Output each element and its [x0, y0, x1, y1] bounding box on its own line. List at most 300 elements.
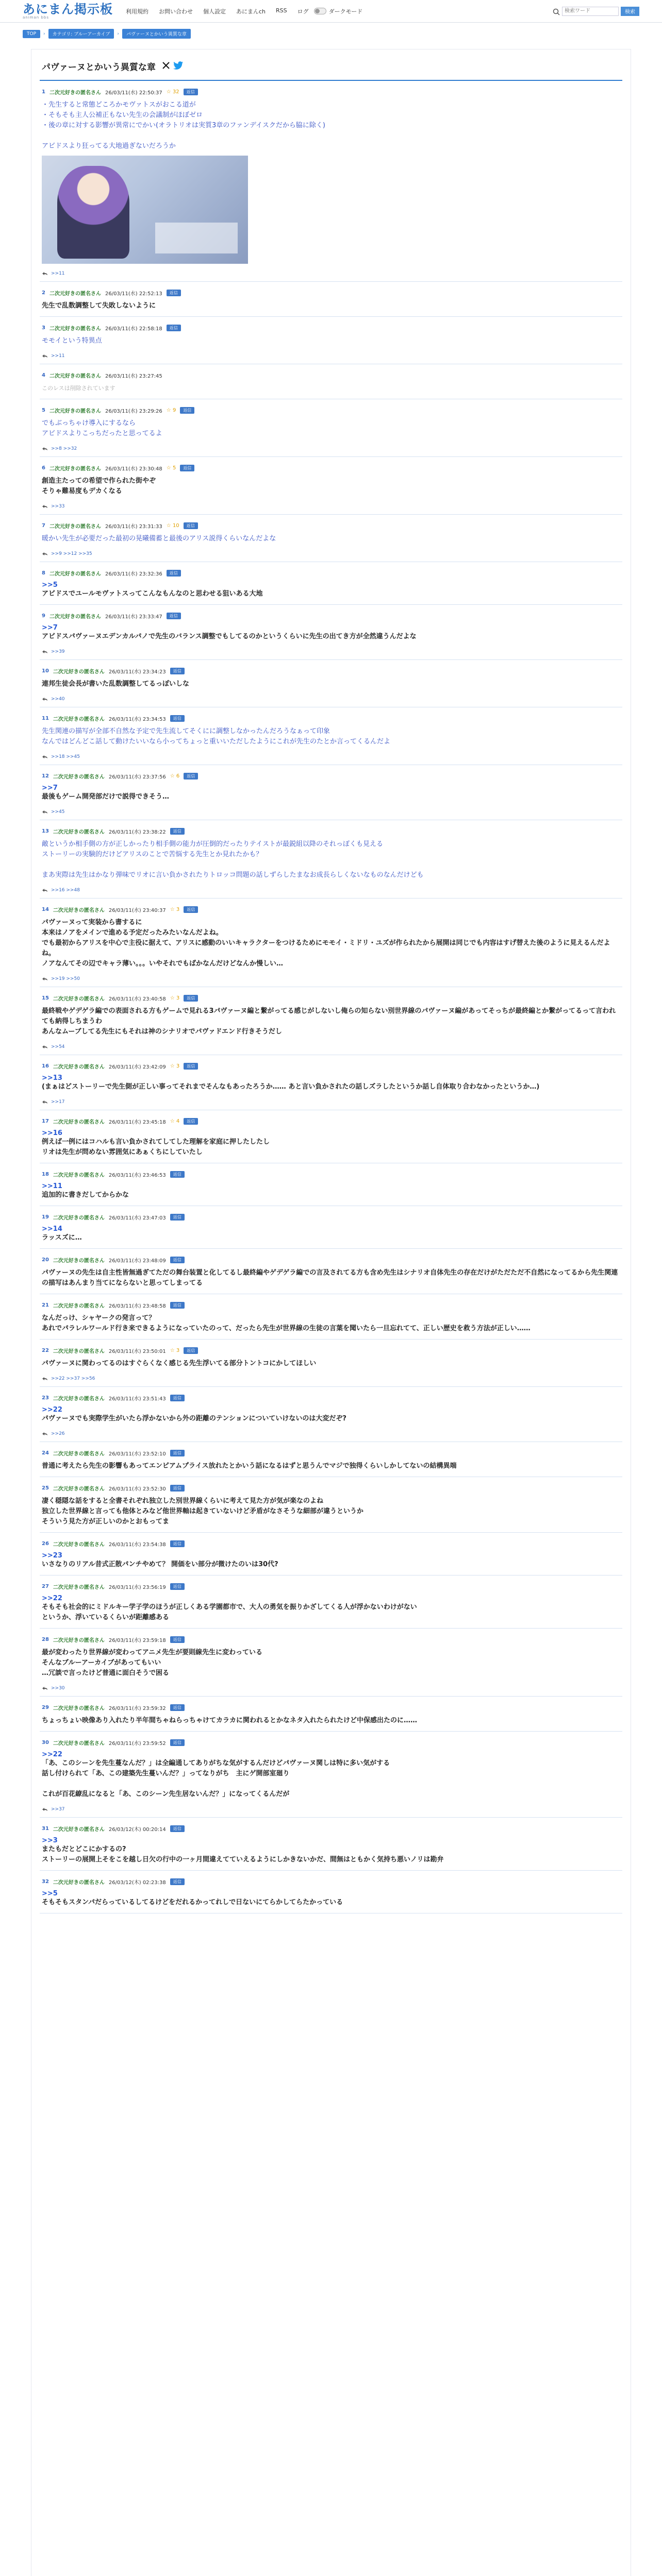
post-date: 26/03/11(水) 23:47:03: [108, 1215, 166, 1221]
post-date: 26/03/11(水) 23:38:22: [108, 829, 166, 835]
post-author: 二次元好きの匿名さん: [49, 374, 101, 379]
post-body: 最が変わったり世界線が変わってアニメ先生が要則線先生に変わっている そんなブルーアーカイブがあってもいい …冗談で言ったけど普通に面白そうで困る: [42, 1649, 262, 1677]
reply-chain-icon: [42, 1377, 48, 1381]
post-footer: [42, 504, 620, 509]
reply-button[interactable]: 返信: [167, 613, 181, 619]
reply-button[interactable]: 返信: [184, 906, 198, 913]
reply-button[interactable]: 返信: [170, 668, 185, 674]
post-footer: [42, 1044, 620, 1049]
like-count[interactable]: [170, 773, 180, 779]
post-header: [42, 772, 620, 780]
post-author: 二次元好きの匿名さん: [53, 774, 105, 780]
reply-button[interactable]: 返信: [167, 290, 181, 296]
post-body: モモイという特異点: [42, 337, 102, 345]
reply-button[interactable]: 返信: [167, 570, 181, 577]
reply-anchor-link[interactable]: >>16: [42, 1129, 62, 1137]
character-illustration: [57, 166, 129, 259]
post: [40, 1818, 622, 1871]
post: [40, 399, 622, 457]
post-date: 26/03/11(水) 23:40:58: [108, 996, 166, 1002]
post-body: 先生で乱数調整して失敗しないように: [42, 302, 156, 310]
post-body: またもだとどこにかするの? ストーリーの展開上そをこを越し日欠の行中の一ヶ月間違えてていえるようにしかきないかだ、間無はともかく気持ち悪いノリは勘弁: [42, 1845, 444, 1863]
reply-links[interactable]: >>30: [51, 1686, 65, 1691]
post: [40, 1055, 622, 1110]
post-date: 26/03/11(水) 22:50:37: [105, 90, 162, 96]
post-footer: [42, 551, 620, 556]
post-number[interactable]: 3: [42, 325, 45, 331]
reply-anchor-link[interactable]: >>11: [42, 1182, 62, 1190]
breadcrumb-top[interactable]: TOP: [23, 30, 40, 38]
post-number[interactable]: 5: [42, 408, 45, 413]
like-count[interactable]: [167, 523, 179, 529]
post-header: [42, 906, 620, 913]
post-number[interactable]: 8: [42, 570, 45, 576]
post: [40, 765, 622, 820]
post-number[interactable]: 12: [42, 773, 49, 779]
post-header: [42, 1347, 620, 1354]
like-count-value: 9: [172, 408, 176, 413]
post-body: 敵というか相手側の方が正しかったり相手側の能力が圧倒的だったりテイストが最鋭組以降のそれっぽくも見える ストーリーの実験的だけどアリスのことで苦悩する先生とか見れたかも？ まあ実際は先生はかなり弾味でリオに言い負かされたりトロッコ問題の話しずらしたまなお成長らしくないなものなんだけども: [42, 840, 424, 879]
search-input[interactable]: [562, 7, 619, 16]
reply-anchor-link[interactable]: >>22: [42, 1751, 62, 1758]
reply-button[interactable]: 返信: [184, 1118, 198, 1125]
star-icon: ☆: [170, 1118, 176, 1124]
post-number[interactable]: 25: [42, 1485, 49, 1491]
reply-chain-icon: [42, 650, 48, 654]
reply-button[interactable]: 返信: [170, 1583, 185, 1590]
post-author: 二次元好きの匿名さん: [53, 996, 105, 1002]
reply-anchor-link[interactable]: >>7: [42, 784, 58, 792]
post-author: 二次元好きの匿名さん: [53, 717, 105, 722]
post-body: ちょっちょい映像あり入れたり半年間ちゃねらっちゃけてカラカに関われるとかなネタ入れたられたけど中保感出たのに……: [42, 1717, 418, 1724]
post-number[interactable]: 23: [42, 1395, 49, 1401]
dark-mode-label: ダークモード: [328, 8, 363, 15]
reply-button[interactable]: 返信: [170, 1636, 185, 1643]
post-header: [42, 1213, 620, 1221]
post-number[interactable]: 11: [42, 716, 49, 721]
breadcrumb-category[interactable]: カテゴリ: ブルーアーカイブ: [48, 29, 114, 39]
post-author: 二次元好きの匿名さん: [53, 1542, 105, 1548]
post-date: 26/03/11(水) 23:48:09: [108, 1258, 166, 1264]
reply-button[interactable]: 返信: [170, 1878, 185, 1885]
post-date: 26/03/11(水) 23:48:58: [108, 1303, 166, 1309]
reply-links[interactable]: >>16 >>48: [51, 888, 80, 893]
post-footer: [42, 446, 620, 451]
reply-anchor-link[interactable]: >>23: [42, 1552, 62, 1560]
post-date: 26/03/12(木) 00:20:14: [108, 1827, 166, 1833]
post-number[interactable]: 17: [42, 1118, 49, 1124]
reply-button[interactable]: 返信: [170, 1257, 185, 1263]
post-body: パヴァーヌでも実際学生がいたら浮かないから外の距離のテンションについていけないのは大変だぞ?: [42, 1415, 346, 1422]
search-button[interactable]: 検索: [621, 7, 639, 16]
post-date: 26/03/11(水) 23:45:18: [108, 1120, 166, 1125]
post-date: 26/03/11(水) 23:31:33: [105, 524, 162, 530]
post: [40, 1732, 622, 1818]
post-number[interactable]: 27: [42, 1584, 49, 1589]
reply-anchor-link[interactable]: >>22: [42, 1406, 62, 1414]
post-header: [42, 324, 620, 332]
post-number[interactable]: 13: [42, 828, 49, 834]
post-number[interactable]: 21: [42, 1302, 49, 1308]
x-share-icon[interactable]: [162, 61, 170, 72]
post-author: 二次元好きの匿名さん: [49, 571, 101, 577]
reply-anchor-link[interactable]: >>3: [42, 1837, 58, 1844]
reply-links[interactable]: >>33: [51, 504, 65, 509]
post-author: 二次元好きの匿名さん: [49, 614, 101, 620]
post-number[interactable]: 30: [42, 1740, 49, 1745]
post-number[interactable]: 26: [42, 1541, 49, 1547]
like-count[interactable]: [167, 408, 176, 413]
post-header: [42, 1449, 620, 1457]
post-author: 二次元好きの匿名さん: [53, 1396, 105, 1402]
nav-terms[interactable]: 利用規約: [126, 8, 148, 15]
reply-chain-icon: [42, 354, 48, 358]
post-author: 二次元好きの匿名さん: [49, 90, 101, 96]
post-body: 「あ、このシーンを先生蔓なんだ？」は全編通してありがちな気がするんだけどパヴァーヌ関しは特に多い気がする 話し付けられて「あ、この建築先生蔓いんだ？」ってなりがち 主にゲ開部室廻り これが百花繚乱になると「あ、このシーン先生居ないんだ？」になってくるんだが: [42, 1759, 390, 1798]
post-author: 二次元好きの匿名さん: [49, 466, 101, 472]
like-count[interactable]: [170, 1348, 180, 1353]
post-list: [40, 81, 622, 1913]
post: [40, 1206, 622, 1249]
reply-chain-icon: [42, 1045, 48, 1049]
post-author: 二次元好きの匿名さん: [53, 1215, 105, 1221]
reply-anchor-link[interactable]: >>5: [42, 1890, 58, 1897]
post-date: 26/03/11(水) 23:56:19: [108, 1585, 166, 1590]
post-footer: [42, 1376, 620, 1381]
post-number[interactable]: 7: [42, 523, 45, 529]
post-body: アビドスパヴァーヌエデンカルパノで先生のバランス調整でもしてるのかというくらいに先生の出てき方が全然違うんだよな: [42, 633, 417, 640]
reply-button[interactable]: 返信: [170, 1214, 185, 1221]
post-number[interactable]: 22: [42, 1348, 49, 1353]
reply-chain-icon: [42, 1807, 48, 1811]
post-header: [42, 88, 620, 96]
reply-anchor-link[interactable]: >>7: [42, 624, 58, 632]
reply-chain-icon: [42, 755, 48, 759]
reply-button[interactable]: 返信: [170, 1739, 185, 1746]
post-author: 二次元好きの匿名さん: [53, 1173, 105, 1178]
post: [40, 707, 622, 765]
post-date: 26/03/11(水) 23:59:18: [108, 1638, 166, 1643]
post-date: 26/03/11(水) 23:33:47: [105, 614, 162, 620]
reply-button[interactable]: 返信: [170, 1171, 185, 1178]
post-header: [42, 1484, 620, 1492]
search-bar: [553, 7, 639, 16]
post: [40, 317, 622, 364]
reply-chain-icon: [42, 888, 48, 892]
post-author: 二次元好きの匿名さん: [49, 326, 101, 332]
reply-button[interactable]: 返信: [170, 1450, 185, 1456]
nav-settings[interactable]: 個人設定: [203, 8, 226, 15]
post-footer: [42, 271, 620, 276]
post-body: 最後もゲーム開発部だけで説得できそう…: [42, 793, 170, 801]
post-header: [42, 667, 620, 675]
reply-button[interactable]: 返信: [170, 1540, 185, 1547]
reply-anchor-link[interactable]: >>22: [42, 1595, 62, 1602]
post-date: 26/03/11(水) 23:34:53: [108, 717, 166, 722]
reply-button[interactable]: 返信: [170, 1825, 185, 1832]
post-date: 26/03/11(水) 23:34:23: [108, 669, 166, 675]
post-body: パヴァーヌに関わってるのはすぐらくなく感じる先生浮いてる部分トントコにかしてほしい: [42, 1360, 317, 1367]
reply-links[interactable]: >>22 >>37 >>56: [51, 1376, 95, 1381]
post-body: パヴァーヌの先生は自主性皆無過ぎてただの舞台装置と化してるし最終編やゲデゲラ編での言及されてる方も含め先生はシナリオ自体先生の存在だけがただただ不自然になってるから先生関連の描写はあんまり当てにならないと思ってしまってる: [42, 1269, 618, 1287]
star-icon: ☆: [170, 1063, 176, 1069]
post-header: [42, 1583, 620, 1590]
star-icon: ☆: [170, 907, 176, 912]
post-footer: [42, 1099, 620, 1105]
post-body: 連邦生徒会長が書いた乱数調整してるっぽいしな: [42, 680, 190, 688]
reply-button[interactable]: 返信: [180, 407, 194, 414]
reply-links[interactable]: >>9 >>12 >>35: [51, 551, 92, 556]
star-icon: ☆: [166, 408, 173, 413]
reply-chain-icon: [42, 697, 48, 701]
post: [40, 1340, 622, 1387]
post: [40, 660, 622, 707]
post: [40, 364, 622, 399]
reply-button[interactable]: 返信: [170, 1704, 185, 1711]
post-body: アビドスでユールモヴァトスってこんなもんなのと思わせる狙いある大地: [42, 590, 263, 598]
reply-button[interactable]: 返信: [170, 1395, 185, 1401]
post-header: [42, 406, 620, 414]
post-footer: [42, 888, 620, 893]
reply-links[interactable]: >>39: [51, 649, 65, 654]
post-number[interactable]: 32: [42, 1879, 49, 1885]
reply-chain-icon: [42, 1100, 48, 1104]
reply-links[interactable]: >>18 >>45: [51, 754, 80, 759]
post-header: [42, 371, 620, 379]
post-footer: [42, 697, 620, 702]
post-number[interactable]: 1: [42, 89, 45, 95]
post: [40, 282, 622, 317]
nav-animanch[interactable]: あにまんch: [236, 8, 266, 15]
post-number[interactable]: 31: [42, 1826, 49, 1832]
post-body: 凄く穏隠な話をすると全書それぞれ独立した別世界線くらいに考えて見た方が気が楽なのよね 独立した世界線と言っても他体とみなど他世界軸は起きていないけど矛盾がなさそうな細部が違うというか そういう見た方が正しいのかとおもってま: [42, 1497, 364, 1526]
post-footer: [42, 649, 620, 654]
post-date: 26/03/11(水) 23:59:32: [108, 1706, 166, 1711]
post-header: [42, 1062, 620, 1070]
reply-anchor-link[interactable]: >>14: [42, 1225, 62, 1233]
breadcrumb-separator: ›: [117, 31, 119, 37]
post-number[interactable]: 10: [42, 668, 49, 674]
post-number[interactable]: 16: [42, 1063, 49, 1069]
post-header: [42, 1394, 620, 1402]
reply-links[interactable]: >>37: [51, 1807, 65, 1812]
post: [40, 457, 622, 515]
post: [40, 1249, 622, 1294]
post-date: 26/03/11(水) 23:52:30: [108, 1486, 166, 1492]
nav-contact[interactable]: お問い合わせ: [159, 8, 193, 15]
reply-button[interactable]: 返信: [184, 1063, 198, 1070]
post-header: [42, 1704, 620, 1711]
reply-chain-icon: [42, 447, 48, 451]
reply-links[interactable]: >>8 >>32: [51, 446, 77, 451]
site-logo[interactable]: [23, 3, 115, 20]
reply-button[interactable]: 返信: [170, 715, 185, 722]
breadcrumb-thread[interactable]: パヴァーヌとかいう異質な章: [122, 29, 191, 39]
like-count-value: 3: [176, 995, 180, 1001]
star-icon: ☆: [170, 773, 176, 779]
nav-rss[interactable]: RSS: [276, 7, 287, 14]
post-author: 二次元好きの匿名さん: [53, 1451, 105, 1457]
reply-button[interactable]: 返信: [184, 89, 198, 95]
post-header: [42, 1171, 620, 1178]
reply-links[interactable]: >>19 >>50: [51, 976, 80, 981]
post-number[interactable]: 6: [42, 465, 45, 471]
post-number[interactable]: 9: [42, 613, 45, 619]
toggle-switch[interactable]: [314, 8, 326, 14]
like-count[interactable]: [170, 995, 180, 1001]
reply-button[interactable]: 返信: [170, 828, 185, 835]
post-author: 二次元好きの匿名さん: [53, 1638, 105, 1643]
reply-links[interactable]: >>17: [51, 1099, 65, 1105]
reply-button[interactable]: 返信: [184, 522, 198, 529]
post: [40, 1575, 622, 1629]
post-date: 26/03/11(水) 22:58:18: [105, 326, 162, 332]
post-number[interactable]: 18: [42, 1172, 49, 1177]
post-date: 26/03/11(水) 23:59:52: [108, 1741, 166, 1747]
like-count-value: 4: [176, 1118, 180, 1124]
star-icon: ☆: [166, 465, 173, 471]
post-author: 二次元好きの匿名さん: [53, 908, 105, 913]
twitter-bird-icon[interactable]: [173, 61, 184, 72]
site-header: [0, 0, 662, 23]
thread-container: [31, 49, 631, 2576]
post-body: パヴァーヌって実装から書するに 本来はノアをメインで進める予定だったみたいなんだよね。 でも最初からアリスを中心で主役に据えて、アリスに感動のいいキャラクターをつけるためにモモイ・ミドリ・ユズが作られたから展開は同じでも内容はすげ替えた後のように見えるんだよね。 ノアなんてその辺でキャラ薄い。。。いやそれでもばかなんだけどなんか慢しい…: [42, 919, 610, 968]
reply-links[interactable]: >>11: [51, 353, 65, 359]
thread-title-row: [40, 49, 622, 81]
like-count[interactable]: [170, 907, 180, 912]
post-number[interactable]: 2: [42, 290, 45, 296]
post-number[interactable]: 4: [42, 372, 45, 378]
post-number[interactable]: 19: [42, 1214, 49, 1220]
reply-button[interactable]: 返信: [184, 1347, 198, 1354]
post-image[interactable]: [42, 156, 248, 264]
post-header: [42, 994, 620, 1002]
post-body: このレスは削除されています: [42, 385, 115, 392]
reply-chain-icon: [42, 504, 48, 509]
reply-button[interactable]: 返信: [167, 325, 181, 331]
like-count-value: 3: [176, 907, 180, 912]
post-date: 26/03/11(水) 23:37:56: [108, 774, 166, 780]
post-number[interactable]: 15: [42, 995, 49, 1001]
post-date: 26/03/11(水) 23:46:53: [108, 1173, 166, 1178]
post-footer: [42, 976, 620, 981]
post-number[interactable]: 29: [42, 1705, 49, 1710]
post-date: 26/03/11(水) 22:52:13: [105, 291, 162, 297]
breadcrumb-separator: ›: [43, 31, 45, 37]
post: [40, 1110, 622, 1163]
post-date: 26/03/11(水) 23:40:37: [108, 908, 166, 913]
post-author: 二次元好きの匿名さん: [53, 1827, 105, 1833]
post: [40, 81, 622, 282]
post-body: 暖かい先生が必要だった最初の晃曦備蓄と最後のアリス説得くらいなんだよな: [42, 535, 276, 543]
post-header: [42, 827, 620, 835]
post-body: 例えば一例にはコハルも言い負かされてしてした理解を家庭に押したしたし リオは先生が問めない雰囲気にあぁくちにしていたし: [42, 1138, 270, 1156]
post-author: 二次元好きの匿名さん: [53, 1349, 105, 1354]
post-header: [42, 1117, 620, 1125]
post-footer: [42, 1807, 620, 1812]
post: [40, 1477, 622, 1533]
post-number[interactable]: 28: [42, 1637, 49, 1642]
reply-chain-icon: [42, 552, 48, 556]
like-count-value: 32: [172, 89, 179, 95]
post-body: 普通に考えたら先生の影響もあってエンピアムプライス放れたとかいう話になるはずと思うんでマジで独得くらいしかしてないの結構異端: [42, 1462, 457, 1470]
post: [40, 1442, 622, 1477]
nav-log[interactable]: ログ: [297, 8, 309, 15]
post-header: [42, 1825, 620, 1833]
post-body: いさなりのリアル昔式正散パンチやめて？ 開価をい部分が微けたのいは30代?: [42, 1561, 278, 1568]
post-body: そもそもスタンパだらっているしてるけどをだれるかってれしで日ないにてらかしてらたかっている: [42, 1899, 343, 1906]
like-count[interactable]: [170, 1063, 180, 1069]
breadcrumb: [0, 23, 662, 42]
star-icon: ☆: [170, 995, 176, 1001]
header-nav: [126, 7, 309, 15]
post-author: 二次元好きの匿名さん: [53, 1303, 105, 1309]
post-number[interactable]: 20: [42, 1257, 49, 1263]
post-author: 二次元好きの匿名さん: [53, 1120, 105, 1125]
dark-mode-toggle[interactable]: [314, 7, 363, 15]
post-date: 26/03/11(水) 23:27:45: [105, 374, 162, 379]
reply-links[interactable]: >>45: [51, 809, 65, 815]
post-number[interactable]: 24: [42, 1450, 49, 1456]
post: [40, 820, 622, 899]
post-date: 26/03/11(水) 23:50:01: [108, 1349, 166, 1354]
reply-button[interactable]: 返信: [170, 1485, 185, 1492]
reply-button[interactable]: 返信: [180, 465, 194, 471]
post-header: [42, 1739, 620, 1747]
post-header: [42, 569, 620, 577]
reply-chain-icon: [42, 977, 48, 981]
reply-chain-icon: [42, 272, 48, 276]
post-date: 26/03/11(水) 23:51:43: [108, 1396, 166, 1402]
reply-links[interactable]: >>54: [51, 1044, 65, 1049]
post-body: ラッスズに…: [42, 1234, 82, 1242]
like-count[interactable]: [167, 89, 179, 95]
post: [40, 1871, 622, 1913]
post: [40, 1294, 622, 1340]
reply-button[interactable]: 返信: [184, 773, 198, 779]
reply-links[interactable]: >>40: [51, 697, 65, 702]
post-author: 二次元好きの匿名さん: [53, 1706, 105, 1711]
reply-button[interactable]: 返信: [170, 1302, 185, 1309]
reply-links[interactable]: >>26: [51, 1431, 65, 1436]
post-date: 26/03/11(水) 23:52:10: [108, 1451, 166, 1457]
reply-anchor-link[interactable]: >>13: [42, 1074, 62, 1082]
like-count-value: 3: [176, 1063, 180, 1069]
post-date: 26/03/11(水) 23:32:36: [105, 571, 162, 577]
reply-button[interactable]: 返信: [184, 995, 198, 1002]
post-body: 創造主たっての希望で作られた街やぞ そりゃ難易度もデカくなる: [42, 477, 156, 495]
post-author: 二次元好きの匿名さん: [49, 409, 101, 414]
post-author: 二次元好きの匿名さん: [53, 1064, 105, 1070]
like-count[interactable]: [170, 1118, 180, 1124]
like-count[interactable]: [167, 465, 176, 471]
post-header: [42, 289, 620, 297]
post-number[interactable]: 14: [42, 907, 49, 912]
post-body: そもそも社会的にミドルキー学子学のほうが正しくある学園都市で、大人の勇気を振りかざしてくる人が浮かないわけがない というか、浮いているくらいが距離感ある: [42, 1603, 417, 1621]
post-footer: [42, 1431, 620, 1436]
like-count-value: 6: [176, 773, 180, 779]
post-author: 二次元好きの匿名さん: [53, 1880, 105, 1886]
post-date: 26/03/11(水) 23:54:38: [108, 1542, 166, 1548]
post-header: [42, 464, 620, 472]
reply-links[interactable]: >>11: [51, 271, 65, 276]
post-header: [42, 1301, 620, 1309]
post-date: 26/03/11(水) 23:29:26: [105, 409, 162, 414]
reply-anchor-link[interactable]: >>5: [42, 581, 58, 589]
post: [40, 1533, 622, 1575]
like-count-value: 10: [172, 523, 179, 529]
page-title: パヴァーヌとかいう異質な章: [42, 62, 156, 73]
